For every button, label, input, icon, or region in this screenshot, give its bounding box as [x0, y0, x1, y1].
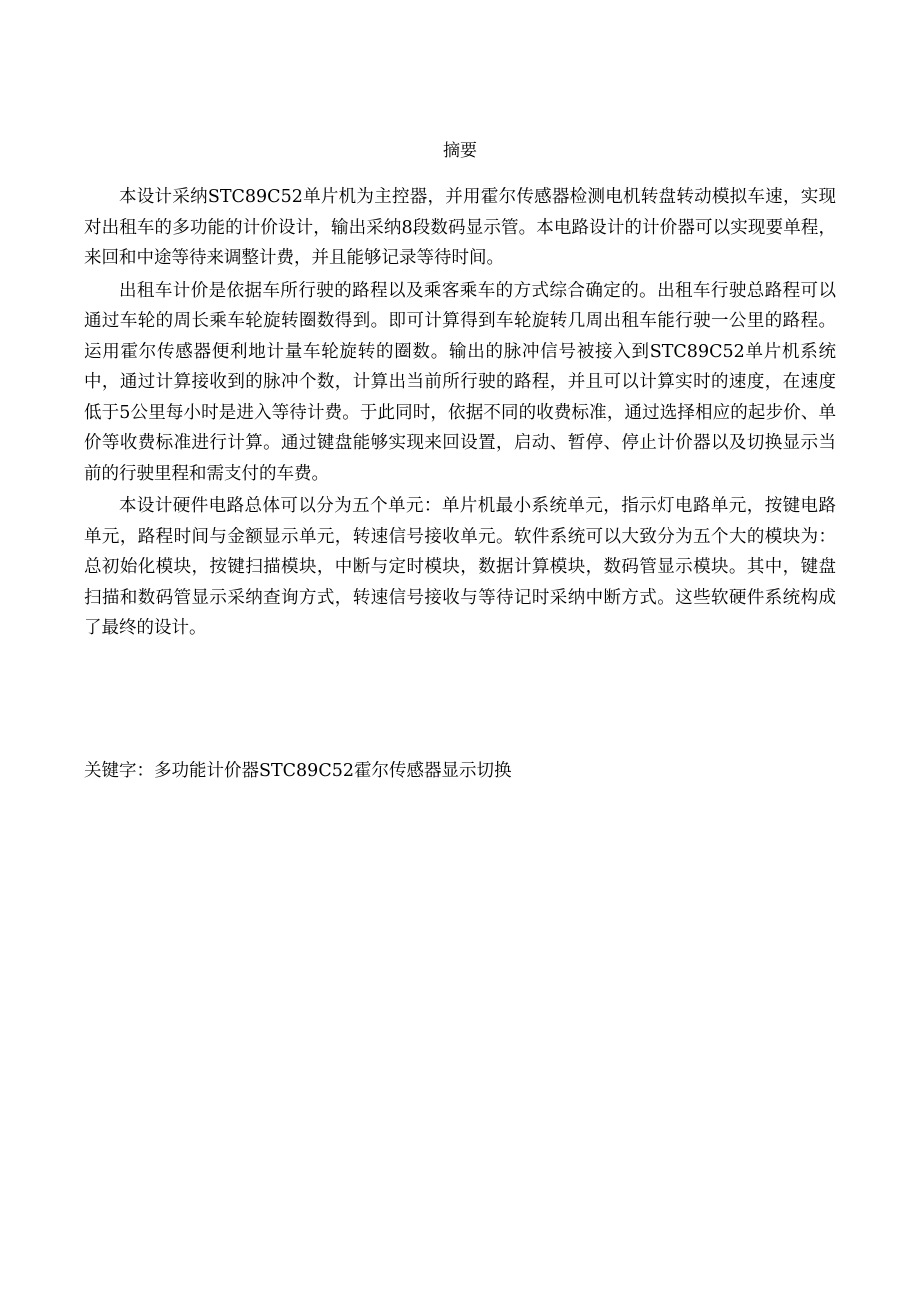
abstract-body: [84, 182, 836, 646]
abstract-paragraph-2: 出租车计价是依据车所行驶的路程以及乘客乘车的方式综合确定的。出租车行驶总路程可以通过车轮的周长乘车轮旋转圈数得到。即可计算得到车轮旋转几周出租车能行驶一公里的路程。运用霍尔传感器便利地计量车轮旋转的圈数。输出的脉冲信号被接入到STC89C52单片机系统中，通过计算接收到的脉冲个数，计算出当前所行驶的路程，并且可以计算实时的速度，在速度低于5公里每小时是进入等待计费。于此同时，依据不同的收费标准，通过选择相应的起步价、单价等收费标准进行计算。通过键盘能够实现来回设置，启动、暂停、停止计价器以及切换显示当前的行驶里程和需支付的车费。: [84, 280, 836, 484]
abstract-paragraph-3: 本设计硬件电路总体可以分为五个单元：单片机最小系统单元，指示灯电路单元，按键电路单元，路程时间与金额显示单元，转速信号接收单元。软件系统可以大致分为五个大的模块为：总初始化模块，按键扫描模块，中断与定时模块，数据计算模块，数码管显示模块。其中，键盘扫描和数码管显示采纳查询方式，转速信号接收与等待记时采纳中断方式。这些软硬件系统构成了最终的设计。: [84, 496, 836, 638]
abstract-title: 摘要: [443, 141, 477, 161]
keywords-line: 关键字：多功能计价器STC89C52霍尔传感器显示切换: [84, 761, 512, 781]
abstract-paragraph-1: 本设计采纳STC89C52单片机为主控器，并用霍尔传感器检测电机转盘转动模拟车速，实现对出租车的多功能的计价设计，输出采纳8段数码显示管。本电路设计的计价器可以实现要单程，来回和中途等待来调整计费，并且能够记录等待时间。: [84, 187, 836, 268]
